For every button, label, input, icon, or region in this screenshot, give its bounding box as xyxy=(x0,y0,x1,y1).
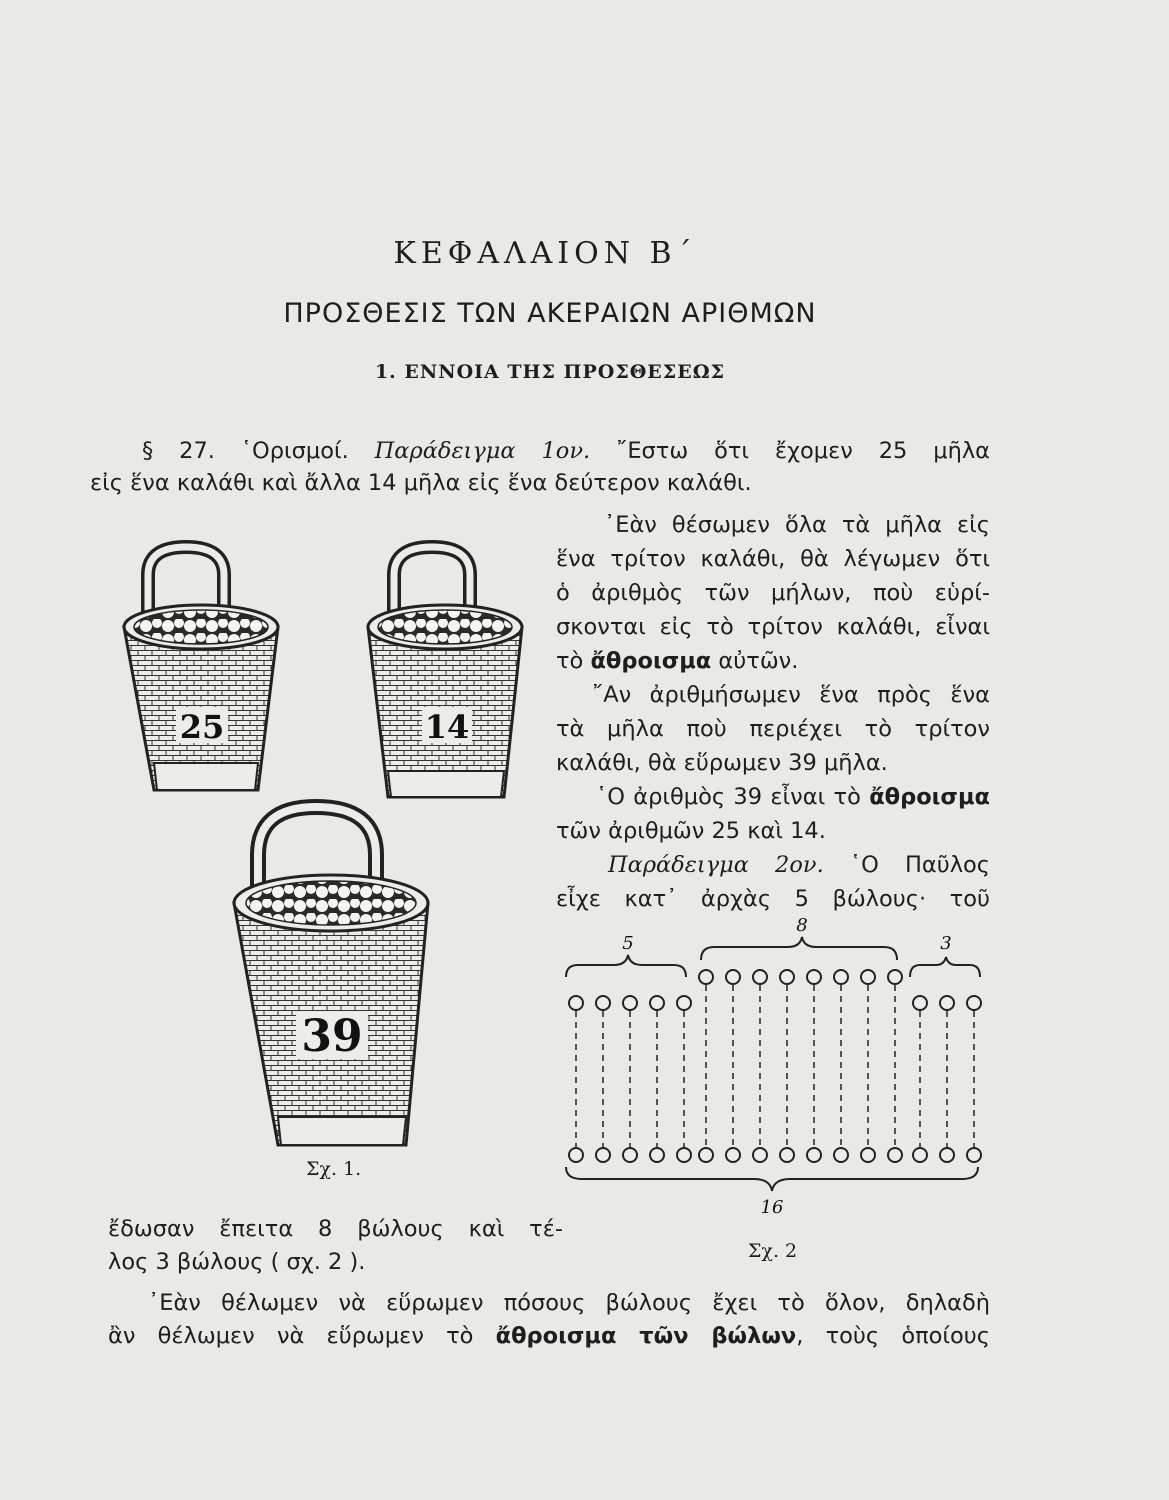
basket-25 xyxy=(124,547,278,790)
marble xyxy=(699,1148,713,1162)
paragraph-line xyxy=(90,440,990,463)
paragraph-line: ἔδωσαν ἔπειτα 8 βώλους καὶ τέ- xyxy=(108,1216,563,1242)
marble xyxy=(596,996,610,1010)
paragraph-line: εἶχε κατ᾿ ἀρχὰς 5 βώλους· τοῦ xyxy=(556,886,990,912)
marble xyxy=(569,996,583,1010)
count-label-three: 3 xyxy=(940,933,952,954)
text-fragment: ἂν θέλωμεν νὰ εὕρωμεν τὸ xyxy=(108,1323,474,1349)
paragraph-line xyxy=(556,854,990,877)
example-label: Παράδειγμα 1ον. xyxy=(374,438,591,464)
paragraph-line xyxy=(556,650,798,673)
marble xyxy=(940,1148,954,1162)
count-label-eight: 8 xyxy=(796,915,808,936)
chapter-title: ΠΡΟΣΘΕΣΙΣ ΤΩΝ ΑΚΕΡΑΙΩΝ ΑΡΙΘΜΩΝ xyxy=(283,298,817,329)
emphasis-term: ἄθροισμα xyxy=(590,648,712,674)
paragraph-line: ὁ ἀριθμὸς τῶν μήλων, ποὺ εὑρί- xyxy=(556,580,990,606)
marble xyxy=(596,1148,610,1162)
marble xyxy=(834,970,848,984)
marble xyxy=(780,970,794,984)
marble xyxy=(967,1148,981,1162)
paragraph-line xyxy=(556,786,990,809)
marble xyxy=(861,970,875,984)
marble xyxy=(913,996,927,1010)
marble xyxy=(623,1148,637,1162)
marble xyxy=(888,1148,902,1162)
brace-three xyxy=(910,957,980,977)
basket-14 xyxy=(368,547,522,797)
marble xyxy=(753,970,767,984)
marble xyxy=(677,996,691,1010)
paragraph-line: ῎Αν ἀριθμήσωμεν ἕνα πρὸς ἕνα xyxy=(592,682,990,708)
marble xyxy=(726,1148,740,1162)
paragraph-line: ἕνα τρίτον καλάθι, θὰ λέγωμεν ὅτι xyxy=(556,546,990,572)
count-label-five: 5 xyxy=(622,933,634,954)
figure-baskets xyxy=(96,535,536,1175)
example-label: Παράδειγμα 2ον. xyxy=(608,852,824,878)
emphasis-term: ἄθροισμα τῶν βώλων xyxy=(495,1323,797,1349)
paragraph-line: λος 3 βώλους ( σχ. 2 ). xyxy=(108,1249,366,1275)
marble-columns xyxy=(569,970,981,1162)
figure-marbles xyxy=(558,915,998,1265)
basket-label: 14 xyxy=(424,708,470,746)
marble xyxy=(807,1148,821,1162)
paragraph-line: καλάθι, θὰ εὕρωμεν 39 μῆλα. xyxy=(556,750,888,776)
text-fragment: ῾Ο Παῦλος xyxy=(849,852,991,878)
marble xyxy=(623,996,637,1010)
text-fragment: τὸ xyxy=(556,648,584,674)
basket-label: 39 xyxy=(301,1011,363,1062)
marble xyxy=(834,1148,848,1162)
marble xyxy=(888,970,902,984)
marble xyxy=(780,1148,794,1162)
text-fragment: ῎Εστω ὅτι ἔχομεν 25 μῆλα xyxy=(616,438,990,464)
text-fragment: ῾Ο ἀριθμὸς 39 εἶναι τὸ xyxy=(596,784,861,810)
basket-label: 25 xyxy=(179,708,225,746)
paragraph-line: ᾿Εὰν θέσωμεν ὅλα τὰ μῆλα εἰς xyxy=(604,512,990,538)
chapter-heading: ΚΕΦΑΛΑΙΟΝ Β΄ xyxy=(393,236,697,271)
basket-39 xyxy=(234,807,428,1145)
marble xyxy=(807,970,821,984)
marble xyxy=(913,1148,927,1162)
brace-five xyxy=(566,955,686,977)
marble xyxy=(861,1148,875,1162)
marble xyxy=(650,1148,664,1162)
paragraph-line: τῶν ἀριθμῶν 25 καὶ 14. xyxy=(556,818,826,844)
paragraph-line: ᾿Εὰν θέλωμεν νὰ εὕρωμεν πόσους βώλους ἔχει τὸ ὅλον, δηλαδὴ xyxy=(148,1290,990,1316)
paragraph-line: τὰ μῆλα ποὺ περιέχει τὸ τρίτον xyxy=(556,716,990,742)
section-heading: 1. ΕΝΝΟΙΑ ΤΗΣ ΠΡΟΣΘΕΣΕΩΣ xyxy=(374,361,726,383)
paragraph-number: § 27. ῾Ορισμοί. xyxy=(142,438,349,464)
emphasis-term: ἄθροισμα xyxy=(869,784,990,810)
figure-caption: Σχ. 1. xyxy=(306,1158,362,1180)
paragraph-line: εἰς ἕνα καλάθι καὶ ἄλλα 14 μῆλα εἰς ἕνα δεύτερον καλάθι. xyxy=(90,470,752,496)
text-fragment: , τοὺς ὁποίους xyxy=(796,1323,990,1349)
marble xyxy=(940,996,954,1010)
figure-caption: Σχ. 2 xyxy=(748,1240,798,1262)
brace-total xyxy=(566,1167,978,1191)
brace-eight xyxy=(701,937,897,960)
marble xyxy=(677,1148,691,1162)
paragraph-line xyxy=(108,1325,990,1348)
text-fragment: αὐτῶν. xyxy=(718,648,799,674)
marble xyxy=(753,1148,767,1162)
marble xyxy=(967,996,981,1010)
marble xyxy=(569,1148,583,1162)
count-label-total: 16 xyxy=(760,1197,784,1218)
marble xyxy=(726,970,740,984)
marble xyxy=(650,996,664,1010)
marble xyxy=(699,970,713,984)
paragraph-line: σκονται εἰς τὸ τρίτον καλάθι, εἶναι xyxy=(556,614,990,640)
